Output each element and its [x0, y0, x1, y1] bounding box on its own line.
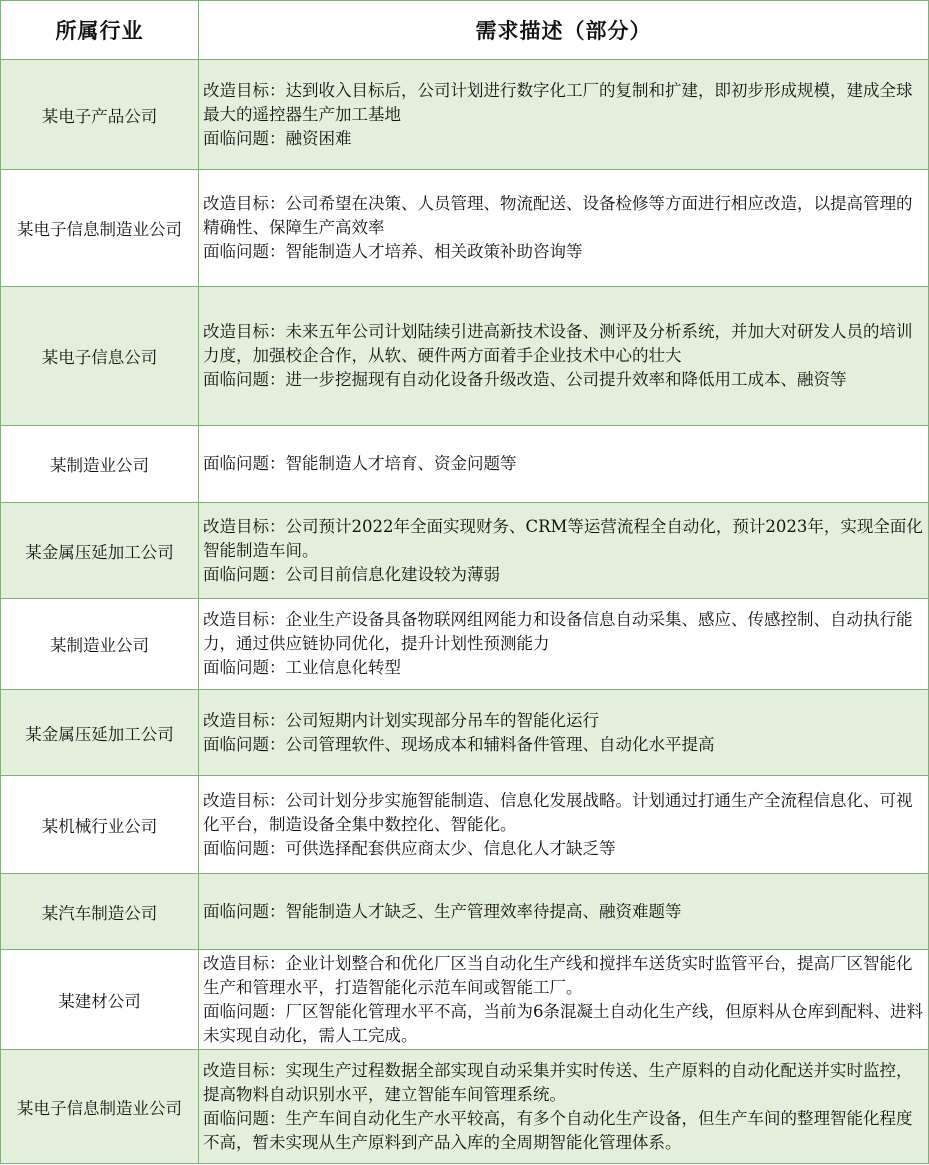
description-cell [199, 776, 929, 874]
table-row [1, 287, 929, 426]
description-cell [199, 950, 929, 1050]
description-line: 面临问题：公司管理软件、现场成本和辅料备件管理、自动化水平提高 [203, 734, 715, 754]
description-line: 面临问题：可供选择配套供应商太少、信息化人才缺乏等 [203, 838, 616, 858]
description-line: 面临问题：智能制造人才培育、资金问题等 [203, 454, 517, 473]
table-row [1, 60, 929, 170]
table-row [1, 1050, 929, 1164]
description-line: 面临问题：智能制造人才培养、相关政策补助咨询等 [203, 242, 583, 261]
description-line: 改造目标：公司短期内计划实现部分吊车的智能化运行 [203, 710, 599, 730]
table-row [1, 503, 929, 599]
description-cell [199, 60, 929, 170]
description-line: 改造目标：实现生产过程数据全部实现自动采集并实时传送、生产原料的自动化配送并实时监控，提高物料自动识别水平，建立智能车间管理系统。 [203, 1060, 913, 1104]
industry-cell: 某制造业公司 [1, 599, 199, 690]
table-row [1, 950, 929, 1050]
description-line: 改造目标：公司计划分步实施智能制造、信息化发展战略。计划通过打通生产全流程信息化、可视化平台，制造设备全集中数控化、智能化。 [203, 790, 913, 834]
table-row [1, 599, 929, 690]
description-cell [199, 503, 929, 599]
description-cell [199, 170, 929, 287]
header-industry: 所属行业 [1, 1, 199, 60]
description-line: 改造目标：企业生产设备具备物联网组网能力和设备信息自动采集、感应、传感控制、自动执行能力，通过供应链协同优化，提升计划性预测能力 [203, 610, 913, 653]
table-row [1, 690, 929, 776]
table-row [1, 426, 929, 503]
industry-cell: 某电子产品公司 [1, 60, 199, 170]
description-line: 面临问题：工业信息化转型 [203, 658, 401, 677]
industry-cell: 某汽车制造公司 [1, 874, 199, 950]
industry-cell: 某电子信息公司 [1, 287, 199, 426]
industry-cell: 某制造业公司 [1, 426, 199, 503]
industry-cell: 某机械行业公司 [1, 776, 199, 874]
description-line: 面临问题：生产车间自动化生产水平较高，有多个自动化生产设备，但生产车间的整理智能化程度不高，暂未实现从生产原料到产品入库的全周期智能化管理体系。 [203, 1108, 913, 1152]
description-cell [199, 1050, 929, 1164]
description-cell [199, 287, 929, 426]
description-line: 改造目标：公司预计2022年全面实现财务、CRM等运营流程全自动化，预计2023年，实现全面化智能制造车间。 [203, 516, 923, 560]
table-row [1, 170, 929, 287]
description-line: 面临问题：智能制造人才缺乏、生产管理效率待提高、融资难题等 [203, 901, 682, 921]
description-cell [199, 690, 929, 776]
description-line: 改造目标：企业计划整合和优化厂区当自动化生产线和搅拌车送货实时监管平台，提高厂区智能化生产和管理水平，打造智能化示范车间或智能工厂。 [203, 953, 913, 997]
description-line: 面临问题：厂区智能化管理水平不高，当前为6条混凝土自动化生产线，但原料从仓库到配料、进料未实现自动化，需人工完成。 [203, 1001, 923, 1045]
industry-cell: 某金属压延加工公司 [1, 503, 199, 599]
industry-cell: 某电子信息制造业公司 [1, 170, 199, 287]
header-row [1, 1, 929, 60]
description-line: 改造目标：公司希望在决策、人员管理、物流配送、设备检修等方面进行相应改造，以提高管理的精确性、保障生产高效率 [203, 194, 913, 237]
description-cell [199, 426, 929, 503]
table-row [1, 874, 929, 950]
description-line: 面临问题：进一步挖掘现有自动化设备升级改造、公司提升效率和降低用工成本、融资等 [203, 370, 847, 389]
industry-cell: 某电子信息制造业公司 [1, 1050, 199, 1164]
description-cell [199, 874, 929, 950]
industry-cell: 某金属压延加工公司 [1, 690, 199, 776]
header-description: 需求描述（部分） [199, 1, 929, 60]
description-line: 面临问题：公司目前信息化建设较为薄弱 [203, 564, 500, 584]
description-line: 改造目标：达到收入目标后，公司计划进行数字化工厂的复制和扩建，即初步形成规模，建成全球最大的遥控器生产加工基地 [203, 80, 913, 124]
table-row [1, 776, 929, 874]
industry-cell: 某建材公司 [1, 950, 199, 1050]
description-line: 改造目标：未来五年公司计划陆续引进高新技术设备、测评及分析系统，并加大对研发人员的培训力度，加强校企合作，从软、硬件两方面着手企业技术中心的壮大 [203, 322, 913, 365]
description-cell [199, 599, 929, 690]
description-line: 面临问题：融资困难 [203, 128, 352, 148]
